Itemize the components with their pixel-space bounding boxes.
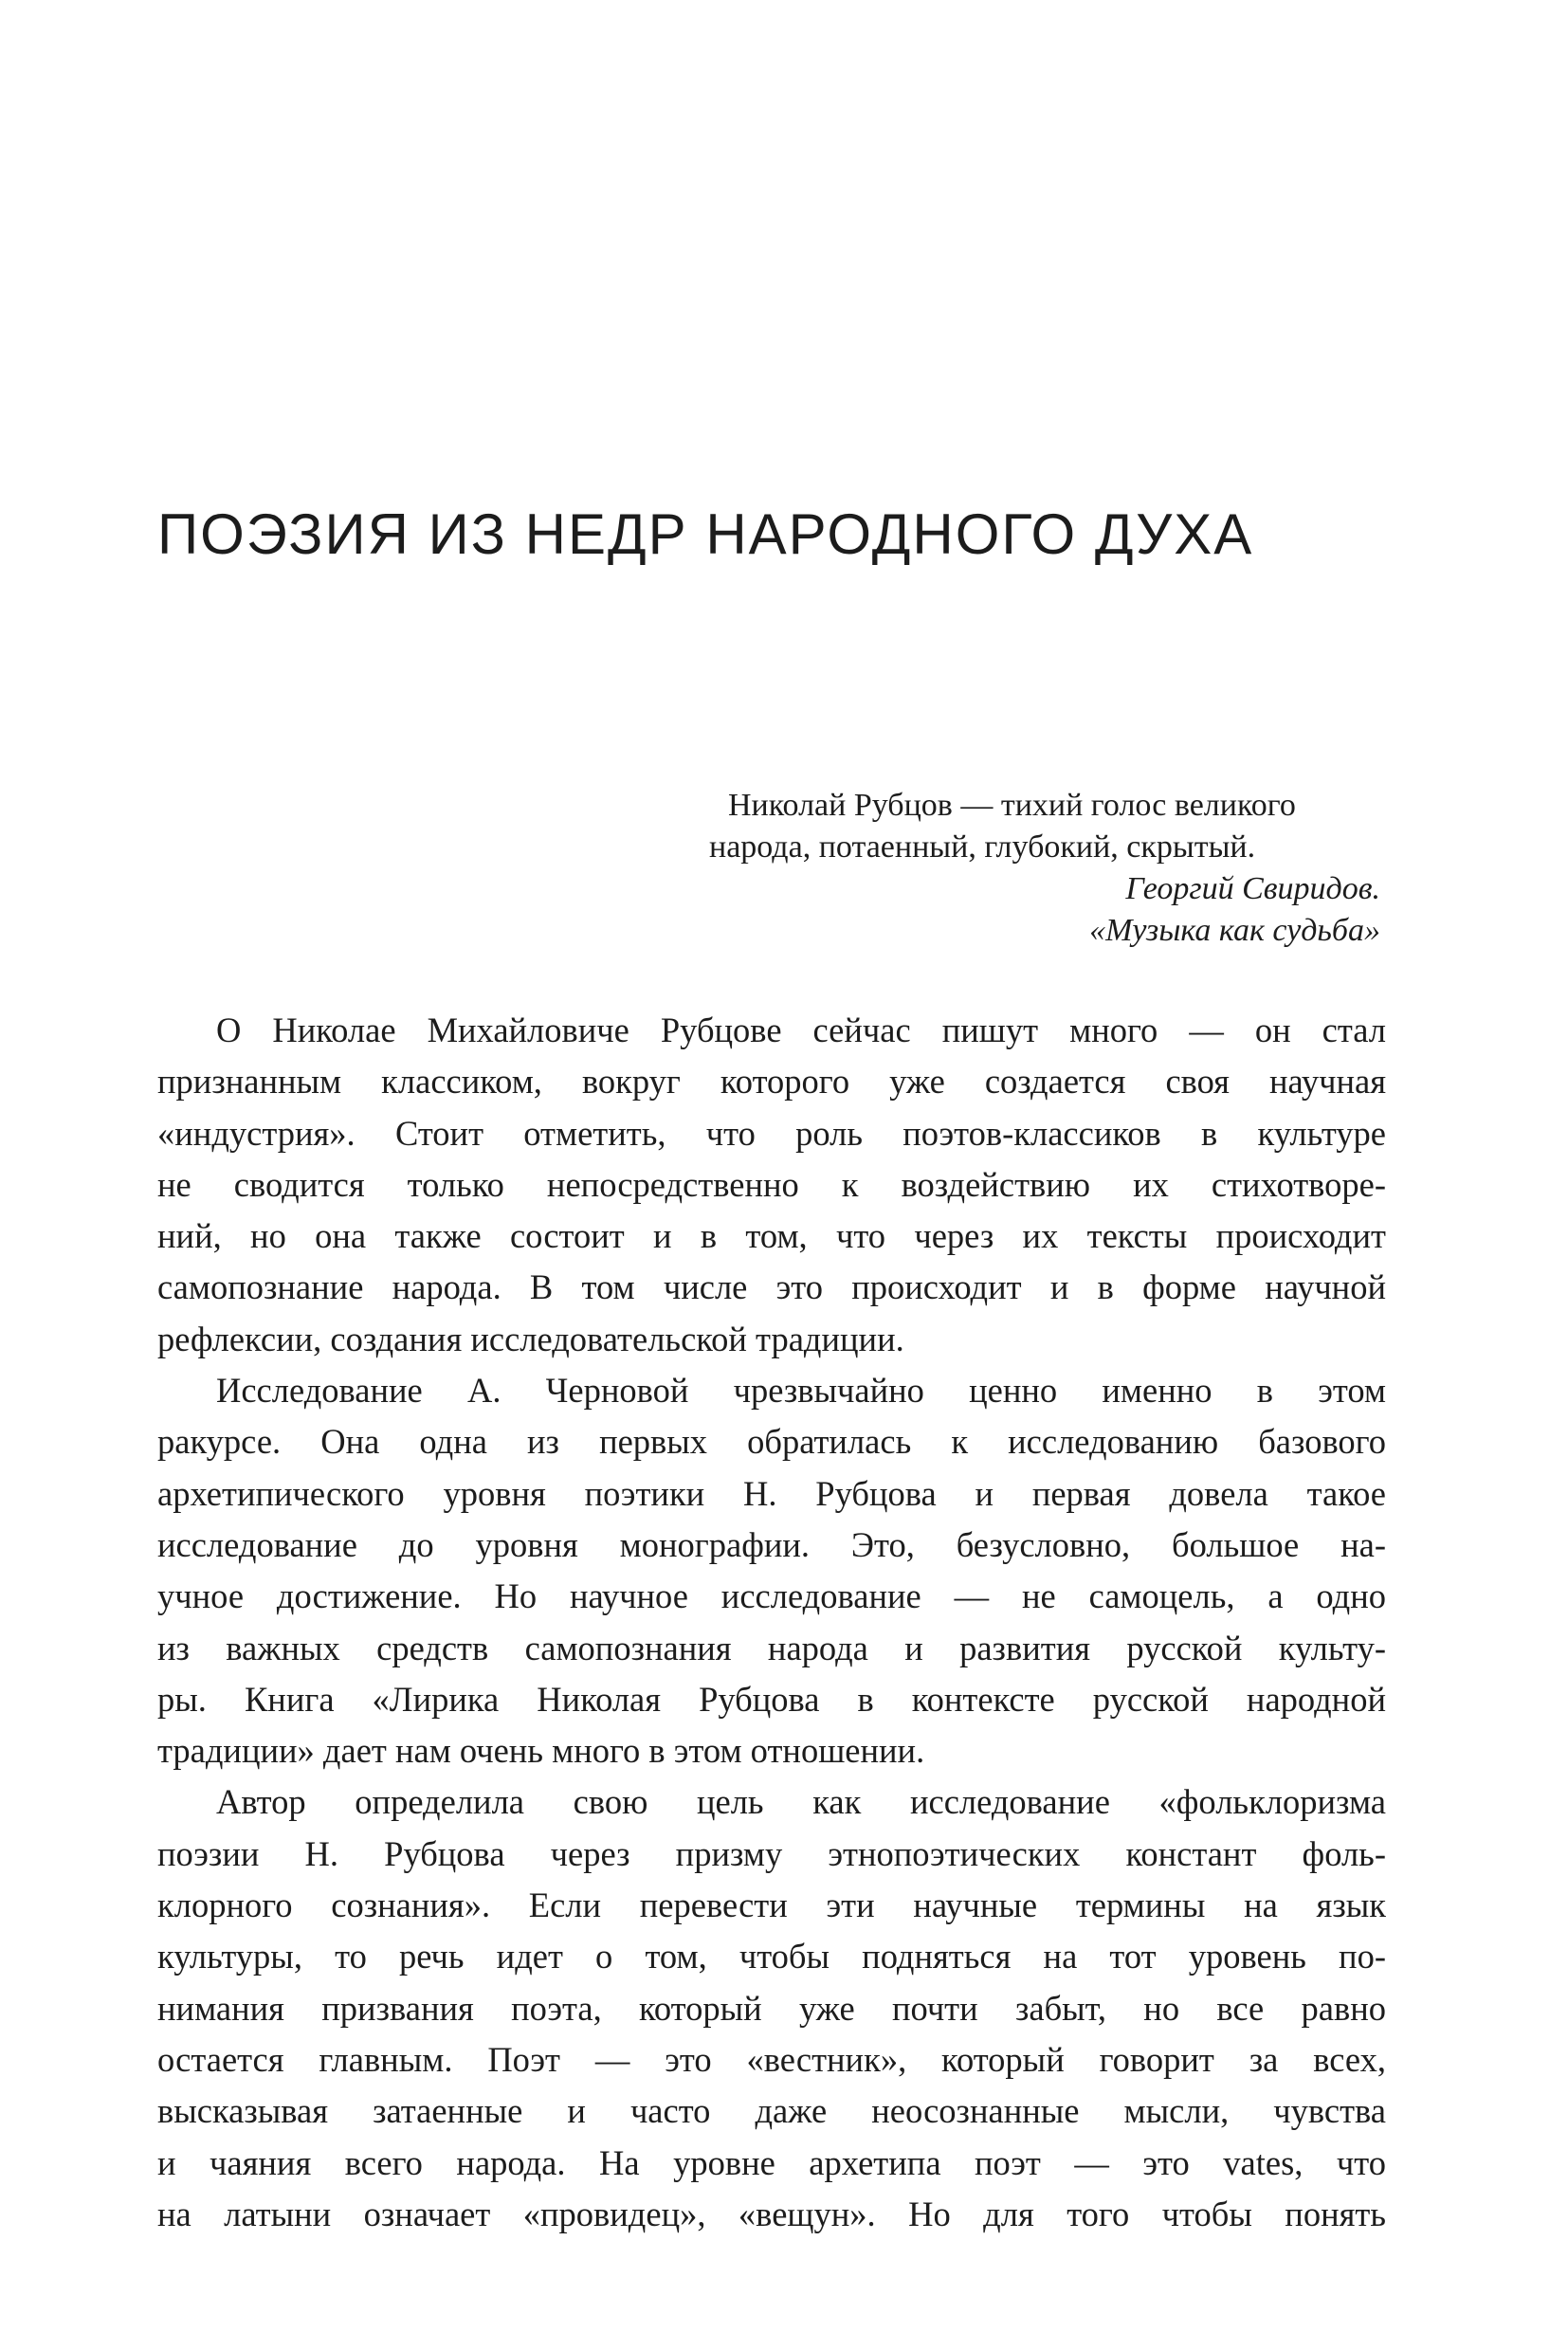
epigraph-quote-line: народа, потаенный, глубокий, скрытый. — [709, 829, 1256, 865]
text-line: нимания призвания поэта, который уже почти забыт, но все равно — [157, 1988, 1386, 2028]
text-line: О Николае Михайловиче Рубцове сейчас пишут много — он стал — [216, 1011, 1386, 1049]
epigraph — [664, 785, 1384, 952]
text-line: учное достижение. Но научное исследование — не самоцель, а одно — [157, 1576, 1386, 1616]
text-line: на латыни означает «провидец», «вещун». Но для того чтобы понять — [157, 2194, 1386, 2233]
text-line: поэзии Н. Рубцова через призму этнопоэтических констант фоль- — [157, 1833, 1386, 1873]
epigraph-author: Георгий Свиридов. — [1125, 871, 1380, 906]
text-line: традиции» дает нам очень много в этом отношении. — [157, 1731, 925, 1771]
epigraph-source: «Музыка как судьба» — [1089, 913, 1380, 948]
text-line: самопознание народа. В том числе это происходит и в форме научной — [157, 1267, 1386, 1307]
text-line: клорного сознания». Если перевести эти научные термины на язык — [157, 1885, 1386, 1925]
text-line: высказывая затаенные и часто даже неосознанные мысли, чувства — [157, 2091, 1386, 2131]
text-line: культуры, то речь идет о том, чтобы подняться на тот уровень по- — [157, 1937, 1386, 1977]
text-line: Автор определила свою цель как исследование «фольклоризма — [216, 1782, 1386, 1822]
text-line: ний, но она также состоит и в том, что через их тексты происходит — [157, 1216, 1386, 1256]
body-text — [157, 1005, 1386, 2240]
text-line: из важных средств самопознания народа и развития русской культу- — [157, 1628, 1386, 1667]
paragraph-3 — [157, 1776, 1386, 2240]
text-line: остается главным. Поэт — это «вестник», который говорит за всех, — [157, 2039, 1386, 2079]
text-line: признанным классиком, вокруг которого уже создается своя научная — [157, 1062, 1386, 1102]
text-line: «индустрия». Стоит отметить, что роль поэтов-классиков в культуре — [157, 1113, 1386, 1153]
text-line: и чаяния всего народа. На уровне архетипа поэт — это vates, что — [157, 2142, 1386, 2182]
epigraph-quote-line: Николай Рубцов — тихий голос великого — [728, 788, 1296, 823]
text-line: не сводится только непосредственно к воздействию их стихотворе- — [157, 1164, 1386, 1204]
text-line: архетипического уровня поэтики Н. Рубцова и первая довела такое — [157, 1473, 1386, 1513]
paragraph-2 — [157, 1365, 1386, 1776]
paragraph-1 — [157, 1005, 1386, 1365]
text-line: рефлексии, создания исследовательской традиции. — [157, 1319, 904, 1358]
text-line: ракурсе. Она одна из первых обратилась к исследованию базового — [157, 1422, 1386, 1462]
text-line: Исследование А. Черновой чрезвычайно ценно именно в этом — [216, 1371, 1386, 1411]
chapter-title: ПОЭЗИЯ ИЗ НЕДР НАРОДНОГО ДУХА — [157, 502, 1254, 566]
text-line: ры. Книга «Лирика Николая Рубцова в контексте русской народной — [157, 1679, 1386, 1719]
text-line: исследование до уровня монографии. Это, безусловно, большое на- — [157, 1524, 1386, 1564]
